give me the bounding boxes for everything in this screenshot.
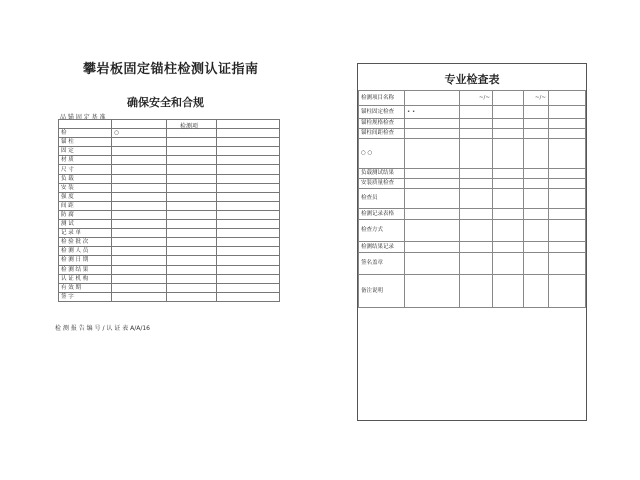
row-label: 防 腐 — [59, 210, 112, 219]
table-row — [359, 106, 586, 119]
checklist-row-label: 锚栓规格检查 — [359, 119, 405, 129]
table-row — [359, 179, 586, 189]
table-caption: 品 锚 固 定 基 准 — [60, 114, 106, 121]
row-label: 强 度 — [59, 192, 112, 201]
checklist-table — [358, 90, 586, 404]
table-row — [359, 308, 586, 404]
table-header-label: 检测项 — [180, 123, 199, 130]
row-label: 测 试 — [59, 220, 112, 229]
checklist-row-label: 负载测试结果 — [359, 169, 405, 179]
row-mark: ○ — [112, 129, 167, 138]
checklist-row-label: ○ ○ — [359, 139, 405, 169]
table-row — [59, 192, 280, 201]
checklist-row-label: 检测结果记录 — [359, 242, 405, 253]
table-row — [59, 147, 280, 156]
table-row — [59, 256, 280, 265]
checklist-row-label: 备注说明 — [359, 275, 405, 308]
table-row — [59, 210, 280, 219]
row-label: 固 定 — [59, 147, 112, 156]
table-row — [59, 129, 280, 138]
document-subtitle: 确保安全和合规 — [127, 96, 204, 109]
table-row — [59, 183, 280, 192]
row-label: 负 载 — [59, 174, 112, 183]
table-row — [359, 139, 586, 169]
table-row — [359, 189, 586, 209]
table-row — [359, 209, 586, 220]
table-row — [59, 138, 280, 147]
inspection-table — [58, 119, 280, 302]
table-row — [359, 91, 586, 106]
checklist-row-label: 检测记录表格 — [359, 209, 405, 220]
header-mark-a: ~/~ — [460, 91, 493, 106]
checklist-title: 专业检查表 — [444, 73, 500, 86]
table-row — [59, 238, 280, 247]
row-label: 检 测 人 员 — [59, 247, 112, 256]
left-document-page — [55, 52, 295, 342]
table-row — [359, 275, 586, 308]
table-row — [359, 220, 586, 242]
right-checklist-page — [357, 63, 587, 421]
table-row — [59, 229, 280, 238]
row-label: 有 效 期 — [59, 283, 112, 292]
row-label: 认 证 机 构 — [59, 274, 112, 283]
table-row — [59, 156, 280, 165]
table-row — [59, 220, 280, 229]
row-label: 检 验 批 次 — [59, 238, 112, 247]
table-row — [59, 174, 280, 183]
row-label: 锚 柱 — [59, 138, 112, 147]
table-row — [59, 274, 280, 283]
checklist-row-label: 锚柱间距检查 — [359, 129, 405, 139]
table-row — [359, 253, 586, 275]
row-label: 签 字 — [59, 292, 112, 301]
row-label: 检 测 结 果 — [59, 265, 112, 274]
document-footer: 检 测 报 告 编 号 / 认 证 表 A/A/16 — [55, 325, 150, 332]
checklist-row-label: 锚柱固定检查 — [359, 106, 405, 119]
table-row — [59, 165, 280, 174]
row-label: 尺 寸 — [59, 165, 112, 174]
document-title: 攀岩板固定锚柱检测认证指南 — [83, 62, 259, 77]
row-label: 记 录 单 — [59, 229, 112, 238]
checklist-row-label: 签名盖章 — [359, 253, 405, 275]
checklist-row-label: 检查员 — [359, 189, 405, 209]
table-row — [359, 242, 586, 253]
table-row — [359, 169, 586, 179]
row-label: 间 距 — [59, 201, 112, 210]
row-mark: • • — [405, 106, 460, 119]
row-label: 检 测 日 期 — [59, 256, 112, 265]
table-row — [59, 265, 280, 274]
header-mark-b: ~/~ — [524, 91, 549, 106]
row-label: 检 — [59, 129, 112, 138]
table-row — [59, 201, 280, 210]
row-label: 安 装 — [59, 183, 112, 192]
table-row — [59, 247, 280, 256]
table-row — [359, 129, 586, 139]
table-row — [59, 120, 280, 129]
row-label: 材 质 — [59, 156, 112, 165]
table-row — [59, 292, 280, 301]
table-row — [359, 119, 586, 129]
checklist-row-label: 检查方式 — [359, 220, 405, 242]
table-row — [59, 283, 280, 292]
checklist-row-label: 安装质量检查 — [359, 179, 405, 189]
checklist-header-label: 检测项目名称 — [359, 91, 405, 106]
